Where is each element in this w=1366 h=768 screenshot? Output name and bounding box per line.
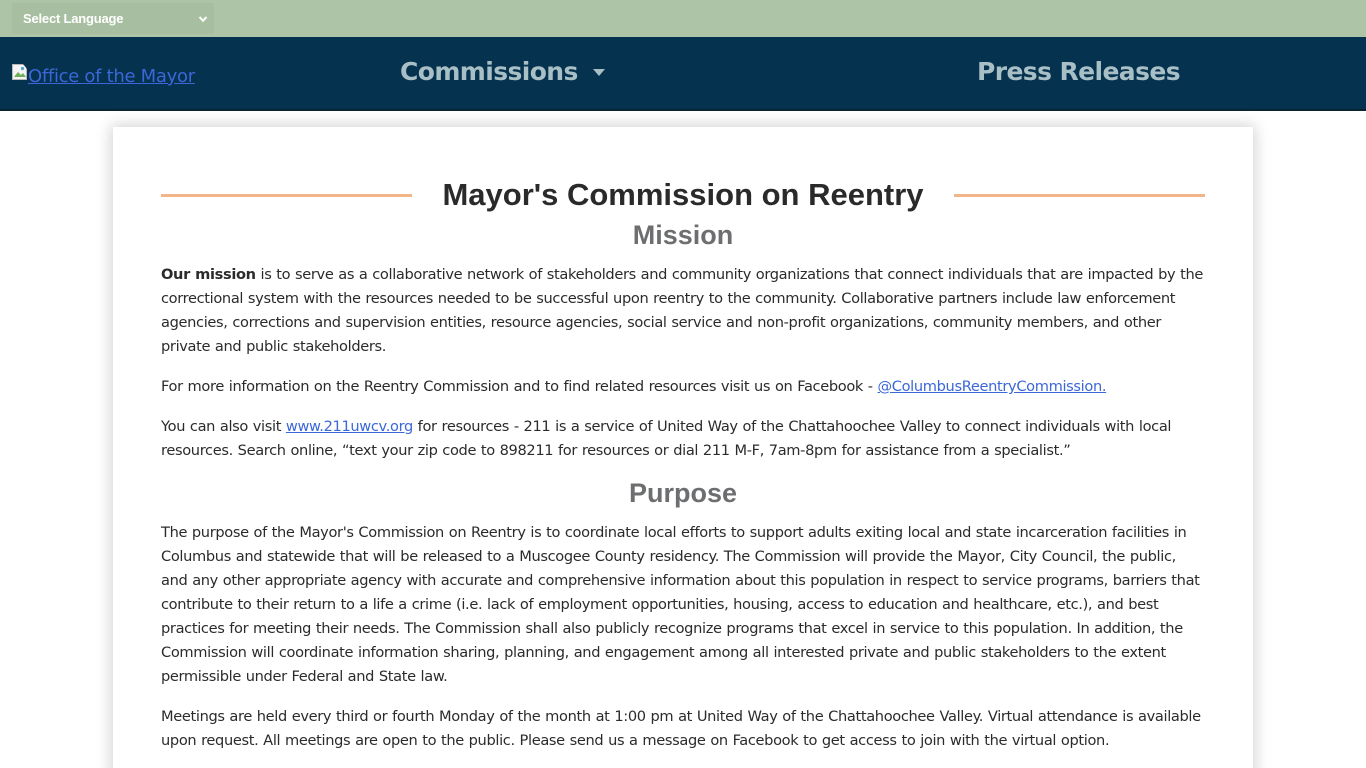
- 211-link[interactable]: www.211uwcv.org: [285, 418, 413, 435]
- nav-press-releases-label: Press Releases: [977, 57, 1180, 86]
- mission-paragraph: [161, 263, 1205, 359]
- mission-heading: Mission: [632, 220, 734, 250]
- logo-link[interactable]: [12, 63, 195, 87]
- meetings-paragraph: Meetings are held every third or fourth Monday of the month at 1:00 pm at United Way of the Chattahoochee Valley. Virtual attendance is available upon request. All meetings are open to the public. Please send us a message on Facebook to get access to join with the virtual option.: [161, 708, 1201, 749]
- purpose-heading: Purpose: [628, 478, 738, 508]
- content-card: [113, 127, 1253, 768]
- nav-commissions[interactable]: [400, 57, 606, 86]
- language-select-label: Select Language: [23, 11, 124, 26]
- title-row: [161, 175, 1205, 215]
- nav-press-releases[interactable]: [977, 57, 1180, 86]
- caret-down-icon: [592, 68, 606, 78]
- broken-image-icon: [12, 64, 28, 80]
- title-decor-line-left: [161, 194, 412, 197]
- facebook-paragraph: [161, 375, 1205, 399]
- mission-text: is to serve as a collaborative network of stakeholders and community organizations that connect individuals that are impacted by the correctional system with the resources needed to be successful upon reentry to the community. Collaborative partners include law enforcement agencies, corrections and supervision entities, resource agencies, social service and non-profit organizations, community members, and other private and public stakeholders.: [161, 266, 1203, 355]
- mission-bold-lead: Our mission: [161, 266, 256, 283]
- language-bar: [0, 0, 1366, 37]
- facebook-text: For more information on the Reentry Commission and to find related resources visit us on Facebook -: [161, 378, 878, 395]
- title-decor-line-right: [954, 194, 1205, 197]
- language-select[interactable]: [12, 3, 214, 34]
- chevron-down-icon: [198, 14, 208, 24]
- page-title: Mayor's Commission on Reentry: [442, 177, 924, 212]
- nav-commissions-label: Commissions: [400, 57, 578, 86]
- facebook-link[interactable]: @ColumbusReentryCommission.: [877, 378, 1107, 395]
- main-nav: [0, 37, 1366, 111]
- resources-text-before: You can also visit: [161, 418, 286, 435]
- purpose-paragraph: The purpose of the Mayor's Commission on Reentry is to coordinate local efforts to support adults exiting local and state incarceration facilities in Columbus and statewide that will be released to a Muscogee County residency. The Commission will provide the Mayor, City Council, the public, and any other appropriate agency with accurate and comprehensive information about this population in respect to service programs, barriers that contribute to their return to a life a crime (i.e. lack of employment opportunities, housing, access to education and healthcare, etc.), and best practices for meeting their needs. The Commission shall also publicly recognize programs that excel in service to this population. In addition, the Commission will coordinate information sharing, planning, and engagement among all interested private and public stakeholders to the extent permissible under Federal and State law.: [161, 524, 1200, 685]
- resources-paragraph: [161, 415, 1205, 463]
- logo-alt-text: Office of the Mayor: [28, 66, 195, 87]
- resources-text-after: for resources - 211 is a service of United Way of the Chattahoochee Valley to connect individuals with local resources. Search online, “text your zip code to 898211 for resources or dial 211 M-F, 7am-8pm for assistance from a specialist.”: [161, 418, 1172, 459]
